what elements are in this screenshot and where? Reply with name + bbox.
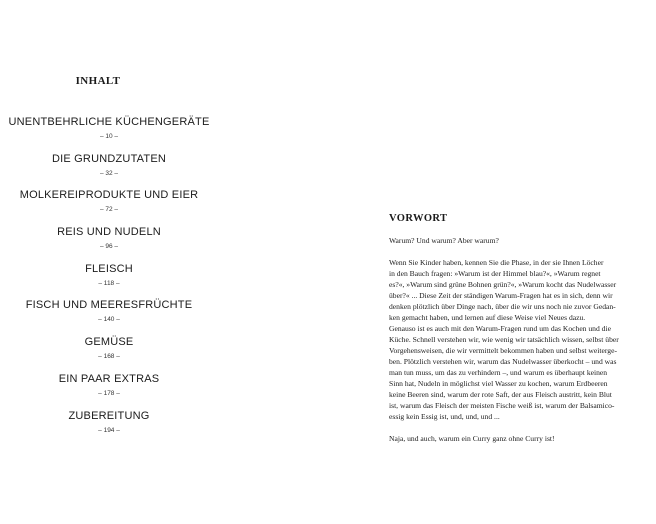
- toc-entry-title: DIE GRUNDZUTATEN: [51, 152, 166, 165]
- toc-entry-page: – 96 –: [99, 243, 119, 251]
- toc-entry: [0, 189, 218, 226]
- toc-entry-page: – 194 –: [98, 426, 120, 434]
- toc-heading: INHALT: [75, 75, 121, 87]
- text-line: man tun muss, um das zu verhindern –, und warum es überhaupt keinen: [389, 368, 608, 377]
- toc-entry-title: UNENTBEHRLICHE KÜCHENGERÄTE: [8, 116, 210, 128]
- toc-entry: [0, 226, 218, 263]
- toc-entry-title: EIN PAAR EXTRAS: [58, 372, 160, 385]
- text-line: Küche. Schnell verstehen wir, wie wenig wir tatsächlich wissen, selbst über: [389, 335, 619, 344]
- toc-entry-title: FISCH UND MEERESFRÜCHTE: [25, 299, 193, 312]
- text-line: denken plötzlich über Dinge nach, über die wir uns noch nie zuvor Gedan-: [389, 302, 616, 311]
- toc-entry-title: REIS UND NUDELN: [57, 226, 161, 239]
- text-line: Naja, und auch, warum ein Curry ganz ohne Curry ist!: [389, 434, 555, 443]
- foreword-paragraph-2: [389, 257, 651, 422]
- toc-entry: [0, 336, 218, 373]
- text-line: ken gemacht haben, und lernen auf diese Weise viel Neues dazu.: [389, 313, 586, 322]
- text-line: keine Beeren sind, warum der rote Saft, der aus Fleisch austritt, kein Blut: [389, 390, 612, 399]
- text-line: Wenn Sie Kinder haben, kennen Sie die Phase, in der sie Ihnen Löcher: [389, 258, 604, 267]
- toc-entry-title: MOLKEREIPRODUKTE UND EIER: [19, 189, 199, 202]
- toc-entry: [0, 263, 218, 300]
- text-line: essig kein Essig ist, und, und, und ...: [389, 412, 500, 421]
- toc-entry-title: ZUBEREITUNG: [68, 409, 150, 422]
- toc-entry-page: – 10 –: [99, 133, 119, 140]
- toc-entry-title: GEMÜSE: [84, 336, 134, 349]
- text-line: ben. Plötzlich verstehen wir, warum das Nudelwasser überkocht – und was: [389, 357, 617, 366]
- toc-entry: [0, 373, 218, 410]
- text-line: in den Bauch fragen: »Warum ist der Himmel blau?«, »Warum regnet: [389, 269, 601, 278]
- text-line: Warum? Und warum? Aber warum?: [389, 236, 499, 245]
- toc-entry: [0, 299, 218, 336]
- toc-entry-page: – 72 –: [99, 206, 119, 214]
- foreword-section: [389, 213, 651, 455]
- text-line: Vorgehensweisen, die wir vermittelt bekommen haben und selbst weiterge-: [389, 346, 617, 355]
- toc-entry-page: – 168 –: [98, 353, 120, 361]
- toc-entry-page: – 140 –: [98, 316, 120, 324]
- toc-entry-page: – 118 –: [98, 279, 120, 287]
- text-line: Genauso ist es auch mit den Warum-Fragen rund um das Kochen und die: [389, 324, 611, 333]
- toc-entry: [0, 410, 218, 447]
- text-line: es?«, »Warum sind grüne Bohnen grün?«, »Warum kocht das Nudelwasser: [389, 280, 617, 289]
- toc-entry: [0, 153, 218, 190]
- text-line: Sinn hat, Nudeln in möglichst viel Wasser zu kochen, warum Erdbeeren: [389, 379, 608, 388]
- table-of-contents: [0, 0, 218, 524]
- toc-entry-title: FLEISCH: [85, 262, 133, 275]
- foreword-paragraph-1: [389, 235, 651, 246]
- toc-entry: [0, 116, 218, 153]
- text-line: ist, warum das Fleisch der meisten Fische weiß ist, warum der Balsamico-: [389, 401, 615, 410]
- toc-entry-page: – 32 –: [99, 169, 119, 177]
- toc-list: [0, 116, 218, 446]
- toc-entry-page: – 178 –: [98, 389, 120, 397]
- text-line: über?« ... Diese Zeit der ständigen Warum-Fragen hat es in sich, denn wir: [389, 291, 613, 300]
- foreword-title: VORWORT: [389, 213, 448, 224]
- foreword-paragraph-3: [389, 433, 651, 444]
